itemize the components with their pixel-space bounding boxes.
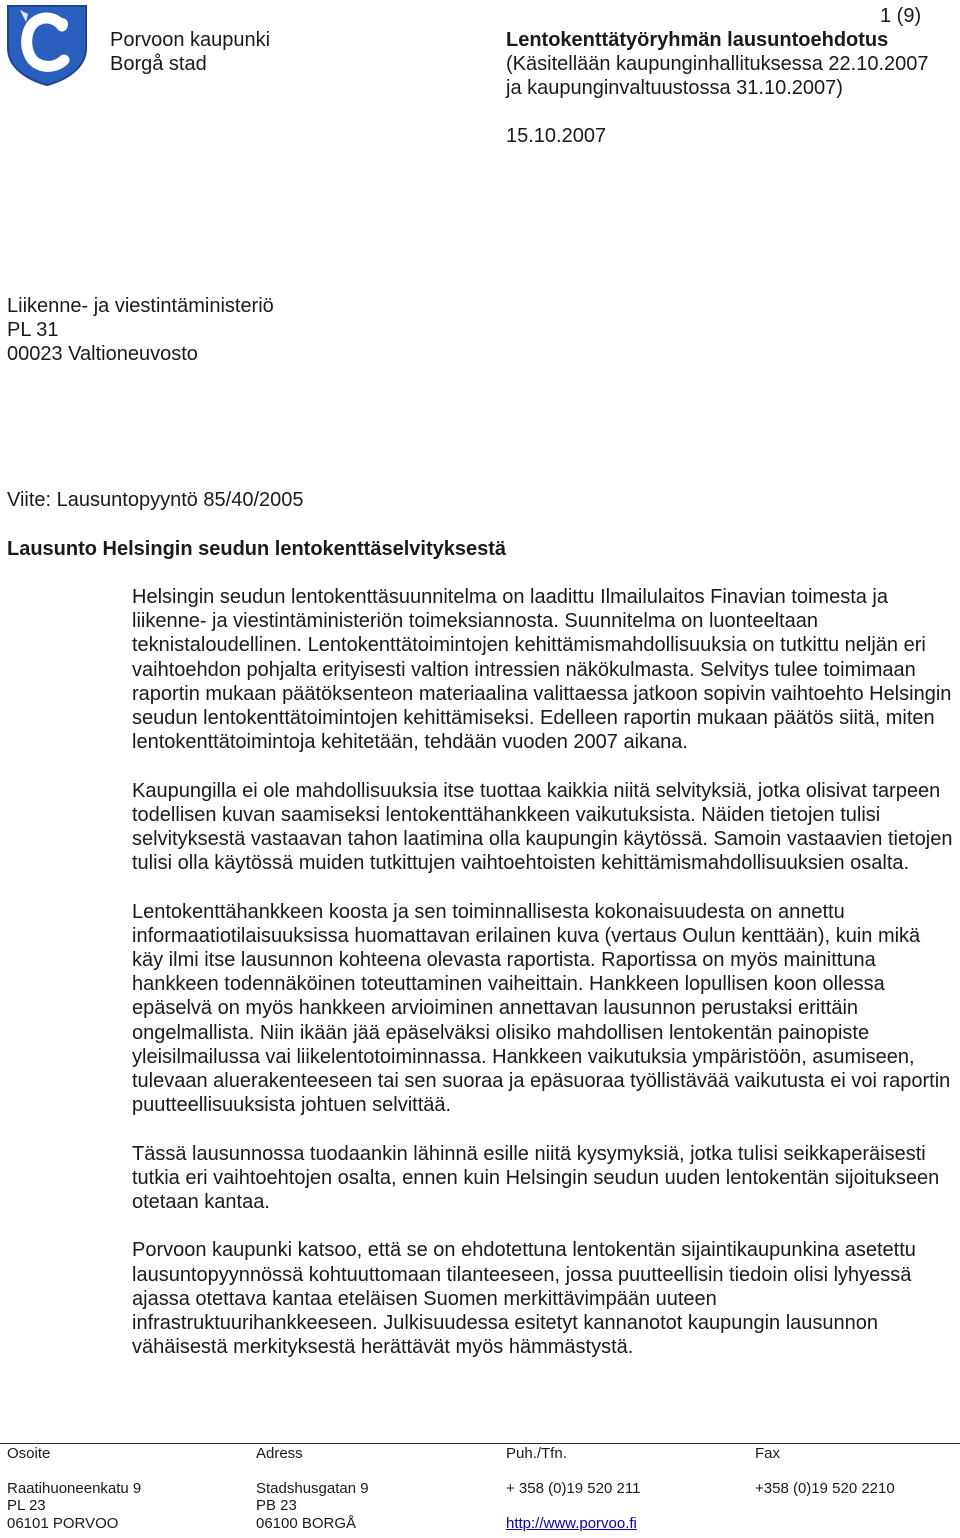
fax-number: +358 (0)19 520 2210 [755,1479,895,1497]
organization-name-finnish: Porvoon kaupunki [110,29,271,51]
letter-body [132,585,954,1384]
document-title: Lentokenttätyöryhmän lausuntoehdotus [506,29,889,51]
footer-line: PB 23 [256,1497,297,1514]
footer-label: Osoite [7,1445,51,1462]
footer-line: Raatihuoneenkatu 9 [7,1479,142,1497]
organization-name [110,28,270,76]
phone-number: + 358 (0)19 520 211 [506,1479,641,1497]
recipient-line-3: 00023 Valtioneuvosto [7,343,198,365]
recipient-address [7,294,274,366]
body-paragraph-3: Lentokenttähankkeen koosta ja sen toiminnallisesta kokonaisuudesta on annettu informaatiotilaisuuksissa huomattavan erilainen kuva (vertaus Oulun kenttään), kuin mikä käy ilmi itse lausunnon kohteena olevasta raportista. Raportissa on myös mainittuna hankkeen todennäköinen toteuttaminen vaiheittain. Hankkeen lopullisen koon ollessa epäselvä on myös hankkeen arvioiminen annettavan lausunnon perustaksi erittäin ongelmallista. Niin ikään jää epäselväksi olisiko mahdollisen lentokentän painopiste yleisilmailussa vai liikelentotoiminnassa. Hankkeen vaikutuksia ympäristöön, asumiseen, tulevaan aluerakenteeseen tai sen suoraa ja epäsuoraa työllistävää vaikutusta ei voi raportin puutteellisuuksista johtuen selvittää. [132,900,951,1117]
footer-label: Fax [755,1445,781,1462]
footer-divider [0,1443,960,1444]
city-coat-of-arms-icon [6,4,88,86]
recipient-line-2: PL 31 [7,319,59,341]
document-subtitle-line-1: (Käsitellään kaupunginhallituksessa 22.10.2007 [506,53,929,75]
recipient-line-1: Liikenne- ja viestintäministeriö [7,295,274,317]
body-paragraph-4: Tässä lausunnossa tuodaankin lähinnä esille niitä kysymyksiä, jotka tulisi seikkaperäisesti tutkia eri vaihtoehtojen osalta, ennen kuin Helsingin seudun uuden lentokentän sijoitukseen otetaan kantaa. [132,1142,940,1214]
page-number: 1 (9) [880,5,922,27]
body-paragraph-2: Kaupungilla ei ole mahdollisuuksia itse tuottaa kaikkia niitä selvityksiä, jotka olisivat tarpeen todellisen kuvan saamiseksi lentokenttähankkeen vaikutuksista. Näiden tietojen tulisi selvityksestä vastaavan tahon laatimina olla kaupungin käytössä. Samoin vastaavien tietojen tulisi olla käytössä muiden tutkittujen vaihtoehtoisten kehittämismahdollisuuksien osalta. [132,779,953,875]
footer-line: 06100 BORGÅ [256,1514,357,1532]
document-heading [506,28,929,100]
footer-label: Puh./Tfn. [506,1445,567,1462]
organization-name-swedish: Borgå stad [110,53,207,75]
footer-line: PL 23 [7,1497,46,1514]
body-paragraph-1: Helsingin seudun lentokenttäsuunnitelma on laadittu Ilmailulaitos Finavian toimesta ja liikenne- ja viestintäministeriön toimeksiannosta. Suunnitelma on luonteeltaan teknistaloudellinen. Lentokenttätoimintojen kehittämismahdollisuuksia on tutkittu neljän eri vaihtoehdon pohjalta erityisesti valtion intressien näkökulmasta. Selvitys tulee toimimaan raportin mukaan päätöksenteon materiaalina valittaessa jatkoon sopivin vaihtoehto Helsingin seudun lentokenttätoimintojen kehittämiseksi. Edelleen raportin mukaan päätös siitä, miten lentokenttätoimintoja kehitetään, tehdään vuoden 2007 aikana. [132,586,952,754]
footer-line: 06101 PORVOO [7,1514,119,1532]
body-paragraph-5: Porvoon kaupunki katsoo, että se on ehdotettuna lentokentän sijaintikaupunkina asetettu lausuntopyynnössä kohtuuttomaan tilanteeseen, jossa puutteellisin tiedoin olisi lyhyessä ajassa otettava kantaa eteläisen Suomen merkittävimpään uuteen infrastruktuurihankkeeseen. Julkisuudessa esitetyt kannanotot kaupungin lausunnon vähäisestä merkityksestä herättävät myös hämmästystä. [132,1239,916,1359]
document-subtitle-line-2: ja kaupunginvaltuustossa 31.10.2007) [506,77,843,99]
footer-address-finnish [7,1445,141,1532]
reference-line: Viite: Lausuntopyyntö 85/40/2005 [7,489,304,511]
document-date: 15.10.2007 [506,125,607,147]
footer-address-swedish [256,1445,369,1532]
footer-fax [755,1445,895,1497]
footer-spacer [506,1497,640,1515]
website-link[interactable]: http://www.porvoo.fi [506,1514,637,1532]
footer-phone [506,1445,640,1532]
subject-heading: Lausunto Helsingin seudun lentokenttäselvityksestä [7,538,507,560]
footer-label: Adress [256,1445,303,1462]
footer-line: Stadshusgatan 9 [256,1479,369,1497]
